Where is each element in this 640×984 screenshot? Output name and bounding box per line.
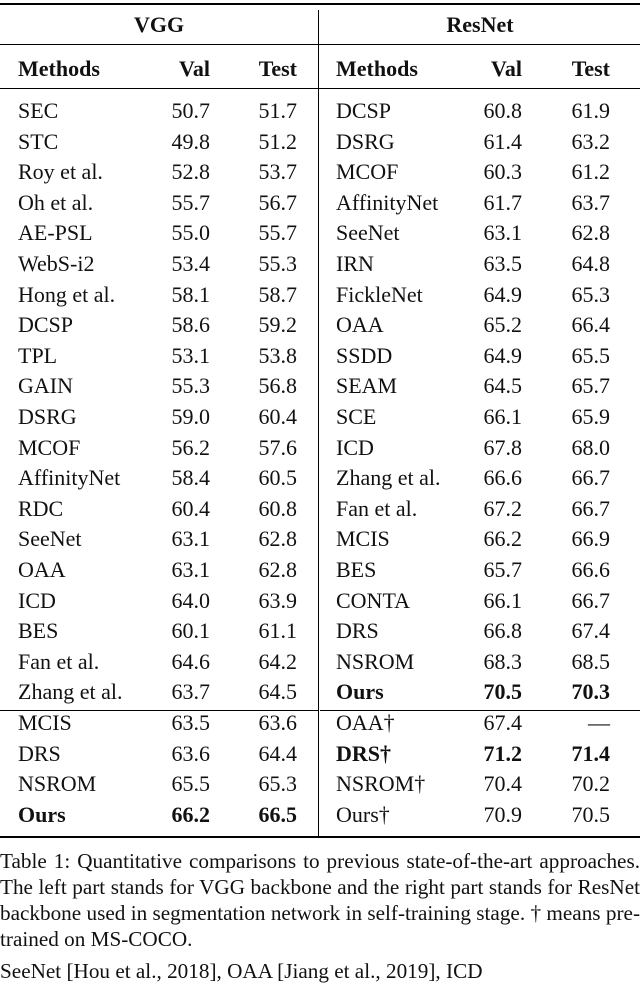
resnet-test-cell: 65.5 [571,342,610,368]
vgg-method-cell: Hong et al. [18,281,116,307]
vgg-test-cell: 51.7 [258,98,297,123]
vgg-val-cell: 60.4 [171,495,210,521]
vgg-val-cell: 49.8 [171,128,210,154]
vgg-val-cell: 58.1 [171,281,210,307]
resnet-val-cell: 70.4 [483,771,522,797]
vgg-val-cell: 52.8 [171,159,210,185]
vgg-test-cell: 56.7 [258,189,297,215]
vgg-test-cell: 53.7 [258,159,297,185]
resnet-val-cell: 63.1 [483,220,522,246]
vgg-test-cell: 60.4 [258,404,297,429]
vgg-test-cell: 66.5 [258,801,297,827]
resnet-test-cell: 61.2 [571,159,610,185]
resnet-val-cell: 65.7 [483,557,522,582]
resnet-method-cell: ICD [336,434,374,460]
resnet-test-cell: 70.2 [571,771,610,797]
vgg-test-cell: 64.5 [258,679,297,705]
vgg-val-cell: 50.7 [171,98,210,123]
vgg-val-cell: 55.0 [171,220,210,246]
vgg-test-cell: 55.3 [258,251,297,276]
vgg-test-cell: 53.8 [258,342,297,368]
resnet-val-cell: 64.9 [483,342,522,368]
col-header-val-left: Val [179,56,210,81]
resnet-method-cell: MCIS [336,526,390,552]
resnet-val-cell: 64.5 [483,373,522,399]
vgg-method-cell: STC [18,128,59,154]
resnet-test-cell: 71.4 [571,740,610,766]
vgg-method-cell: NSROM [18,771,97,797]
resnet-method-cell: OAA [336,312,384,338]
vgg-method-cell: Zhang et al. [18,679,123,705]
resnet-val-cell: 66.1 [483,404,522,429]
resnet-method-cell: SeeNet [336,220,400,246]
col-header-methods-right: Methods [336,56,418,81]
vgg-method-cell: SeeNet [18,526,82,552]
resnet-method-cell: NSROM† [336,771,426,797]
vgg-val-cell: 56.2 [171,434,210,460]
resnet-test-cell: 64.8 [571,251,610,276]
vgg-test-cell: 57.6 [258,434,297,460]
vgg-test-cell: 62.8 [258,526,297,552]
resnet-val-cell: 71.2 [483,740,522,766]
body-text-cutoff: SeeNet [Hou et al., 2018], OAA [Jiang et al., 2019], ICD [0,959,483,983]
resnet-test-cell: 62.8 [571,220,610,246]
resnet-method-cell: DCSP [336,98,392,123]
table-top-rule [0,3,640,5]
vgg-method-cell: Ours [18,801,66,827]
resnet-val-cell: 70.9 [483,801,522,827]
resnet-method-cell: OAA† [336,710,395,735]
resnet-test-cell: 68.0 [571,434,610,460]
resnet-val-cell: 66.2 [483,526,522,552]
resnet-val-cell: 70.5 [483,679,522,705]
vgg-test-cell: 65.3 [258,771,297,797]
vgg-val-cell: 63.1 [171,557,210,582]
vgg-test-cell: 61.1 [258,618,297,644]
vgg-test-cell: 60.8 [258,495,297,521]
resnet-val-cell: 61.4 [483,128,522,154]
vgg-val-cell: 63.6 [171,740,210,766]
vgg-test-cell: 56.8 [258,373,297,399]
col-header-test-left: Test [258,56,297,81]
resnet-test-cell: 70.3 [571,679,610,705]
resnet-test-cell: 65.3 [571,281,610,307]
resnet-method-cell: NSROM [336,648,415,674]
resnet-val-cell: 63.5 [483,251,522,276]
resnet-val-cell: 67.4 [483,710,522,735]
vgg-method-cell: OAA [18,557,66,582]
vgg-method-cell: SEC [18,98,59,123]
resnet-test-cell: 61.9 [571,98,610,123]
vgg-val-cell: 59.0 [171,404,210,429]
resnet-method-cell: DRS† [336,740,392,766]
resnet-test-cell: 65.9 [571,404,610,429]
vgg-method-cell: Roy et al. [18,159,103,185]
vgg-method-cell: BES [18,618,59,644]
vgg-val-cell: 63.5 [171,710,210,735]
vgg-method-cell: WebS-i2 [18,251,95,276]
resnet-method-cell: DRS [336,618,379,644]
resnet-test-cell: 63.2 [571,128,610,154]
vgg-val-cell: 53.1 [171,342,210,368]
vgg-val-cell: 55.7 [171,189,210,215]
resnet-test-cell: 67.4 [571,618,610,644]
vgg-test-cell: 62.8 [258,557,297,582]
vgg-val-cell: 66.2 [171,801,210,827]
resnet-test-cell: 66.7 [571,587,610,613]
resnet-method-cell: SSDD [336,342,393,368]
vgg-val-cell: 64.6 [171,648,210,674]
resnet-method-cell: Fan et al. [336,495,418,521]
table-bottom-rule [0,836,640,838]
table-caption: Table 1: Quantitative comparisons to previous state-of-the-art approaches. The left part stands for VGG backbone and the right part stands for ResNet backbone used in segmentation network in self-training stage. † means pre-trained on MS-COCO. [0,849,640,951]
vgg-val-cell: 63.1 [171,526,210,552]
vgg-test-cell: 64.4 [258,740,297,766]
group-header-rule [0,44,640,45]
resnet-method-cell: SCE [336,404,377,429]
vgg-val-cell: 53.4 [171,251,210,276]
resnet-method-cell: Zhang et al. [336,465,441,491]
vgg-test-cell: 64.2 [258,648,297,674]
resnet-val-cell: 61.7 [483,189,522,215]
resnet-val-cell: 64.9 [483,281,522,307]
vgg-test-cell: 60.5 [258,465,297,491]
resnet-test-cell: 66.4 [571,312,610,338]
resnet-test-cell: 66.9 [571,526,610,552]
resnet-test-cell: 66.7 [571,495,610,521]
resnet-method-cell: Ours† [336,801,390,827]
vgg-val-cell: 65.5 [171,771,210,797]
vgg-method-cell: RDC [18,495,64,521]
vgg-method-cell: TPL [18,342,58,368]
vgg-method-cell: DRS [18,740,61,766]
vgg-val-cell: 58.6 [171,312,210,338]
resnet-method-cell: DSRG [336,128,395,154]
resnet-test-cell: 68.5 [571,648,610,674]
vgg-val-cell: 55.3 [171,373,210,399]
vgg-val-cell: 64.0 [171,587,210,613]
resnet-test-cell: 65.7 [571,373,610,399]
resnet-method-cell: AffinityNet [336,189,439,215]
resnet-val-cell: 67.2 [483,495,522,521]
resnet-method-cell: IRN [336,251,374,276]
vgg-test-cell: 59.2 [258,312,297,338]
resnet-method-cell: FickleNet [336,281,423,307]
resnet-test-cell: 66.7 [571,465,610,491]
vgg-val-cell: 60.1 [171,618,210,644]
vgg-val-cell: 63.7 [171,679,210,705]
resnet-val-cell: 66.1 [483,587,522,613]
vgg-test-cell: 55.7 [258,220,297,246]
vgg-method-cell: AffinityNet [18,465,121,491]
resnet-test-cell: — [588,710,610,735]
resnet-test-cell: 70.5 [571,801,610,827]
vgg-method-cell: MCOF [18,434,81,460]
vgg-val-cell: 58.4 [171,465,210,491]
vgg-method-cell: DCSP [18,312,74,338]
vgg-method-cell: ICD [18,587,56,613]
header-rule [0,88,640,89]
resnet-val-cell: 68.3 [483,648,522,674]
resnet-method-cell: Ours [336,679,384,705]
resnet-test-cell: 66.6 [571,557,610,582]
resnet-val-cell: 60.8 [483,98,522,123]
vgg-test-cell: 51.2 [258,128,297,154]
col-header-test-right: Test [571,56,610,81]
vgg-test-cell: 63.6 [258,710,297,735]
group-header-resnet: ResNet [446,12,514,37]
resnet-val-cell: 60.3 [483,159,522,185]
resnet-method-cell: BES [336,557,377,582]
col-header-methods-left: Methods [18,56,100,81]
resnet-val-cell: 66.6 [483,465,522,491]
vgg-method-cell: Fan et al. [18,648,100,674]
resnet-method-cell: MCOF [336,159,399,185]
resnet-method-cell: SEAM [336,373,398,399]
vgg-test-cell: 63.9 [258,587,297,613]
vgg-method-cell: MCIS [18,710,72,735]
vgg-method-cell: Oh et al. [18,189,94,215]
group-header-vgg: VGG [133,12,185,37]
resnet-test-cell: 63.7 [571,189,610,215]
resnet-val-cell: 67.8 [483,434,522,460]
vgg-method-cell: DSRG [18,404,77,429]
vgg-test-cell: 58.7 [258,281,297,307]
table-vertical-divider [318,10,319,838]
resnet-method-cell: CONTA [336,587,411,613]
vgg-method-cell: AE-PSL [18,220,93,246]
vgg-method-cell: GAIN [18,373,73,399]
resnet-val-cell: 66.8 [483,618,522,644]
resnet-val-cell: 65.2 [483,312,522,338]
col-header-val-right: Val [491,56,522,81]
